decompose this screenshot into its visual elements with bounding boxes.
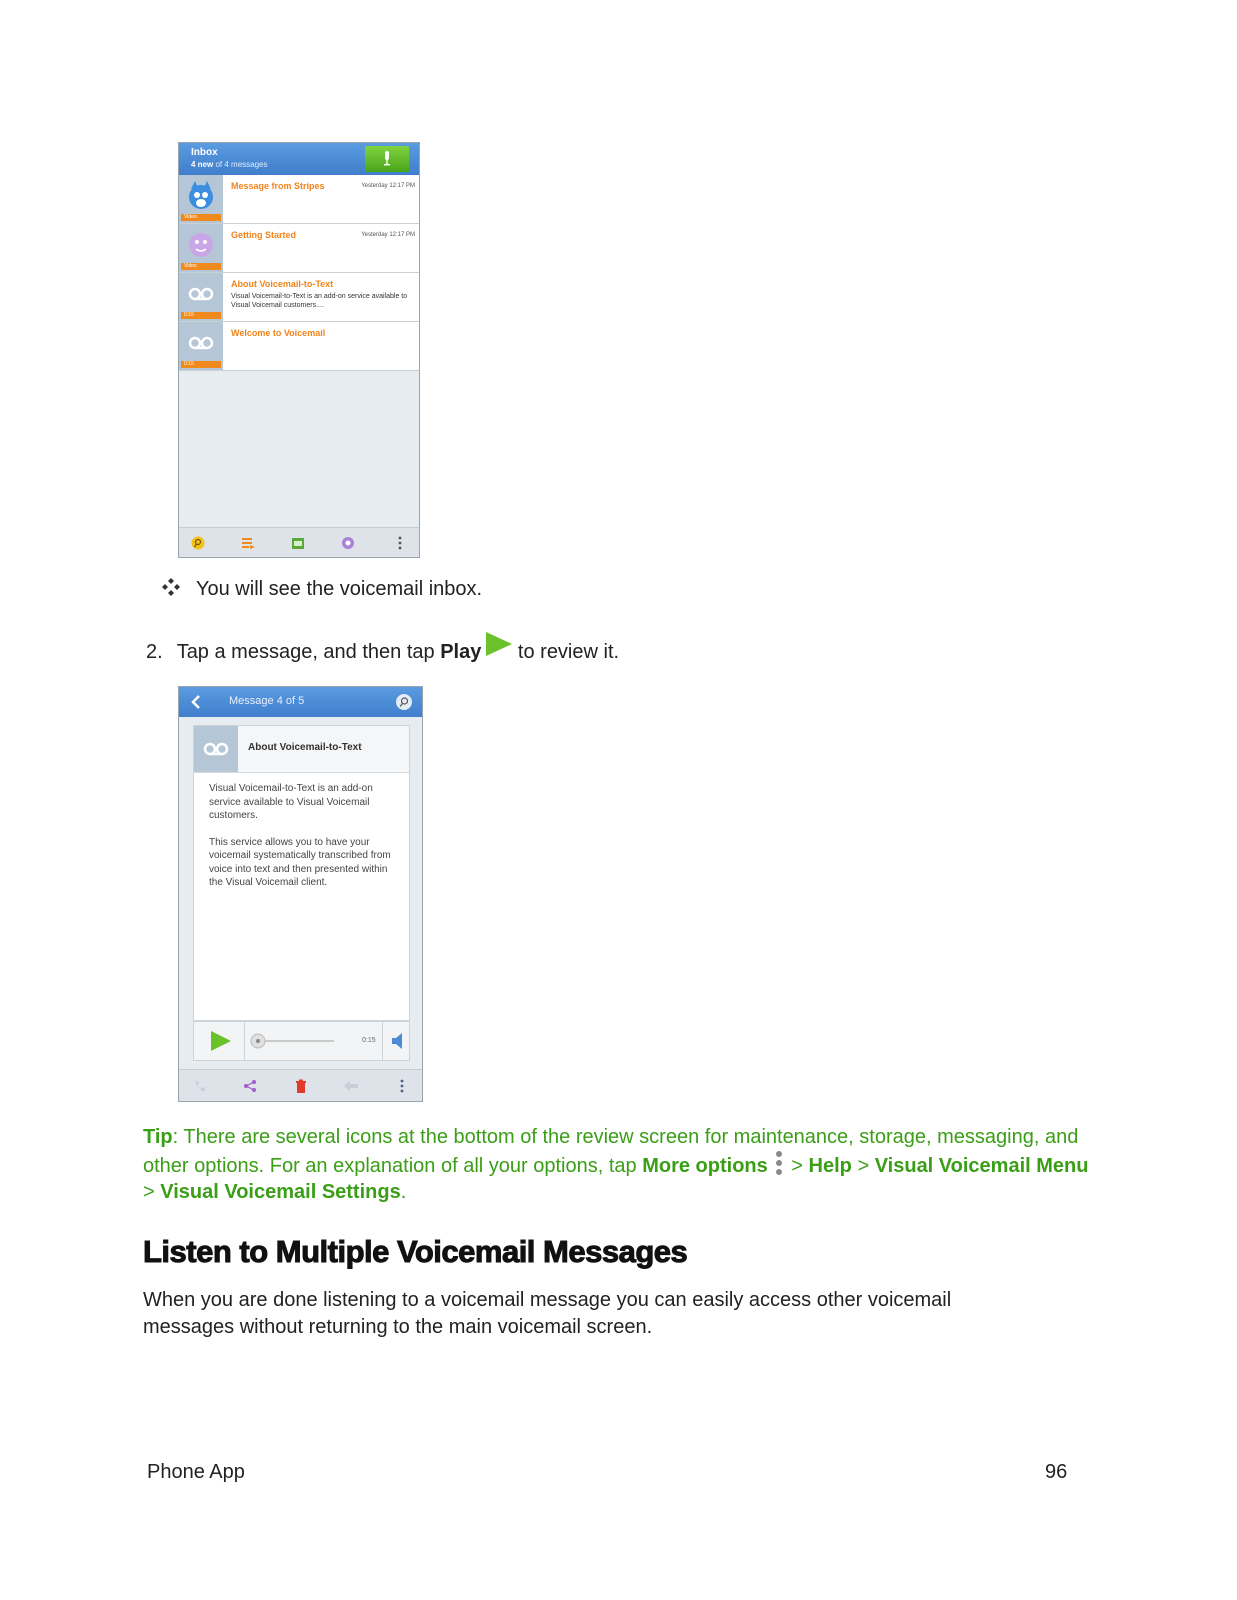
more-options-icon[interactable] bbox=[395, 1079, 409, 1093]
compose-icon[interactable] bbox=[241, 536, 255, 550]
tip-note bbox=[143, 1124, 1103, 1205]
inbox-toolbar bbox=[179, 527, 419, 558]
message-time: Yesterday 12:17 PM bbox=[361, 183, 415, 189]
divider bbox=[244, 1022, 245, 1060]
message-title: Message from Stripes bbox=[231, 181, 325, 191]
message-header bbox=[179, 687, 422, 717]
more-options-label: More options bbox=[642, 1155, 768, 1177]
search-icon[interactable] bbox=[395, 693, 413, 711]
list-item[interactable] bbox=[179, 224, 419, 273]
inbox-screenshot bbox=[178, 142, 420, 558]
play-label: Play bbox=[440, 641, 482, 663]
list-item[interactable] bbox=[179, 175, 419, 224]
audio-player bbox=[193, 1021, 410, 1061]
diamond-bullet-icon bbox=[160, 578, 182, 600]
cat-avatar-icon bbox=[187, 181, 215, 211]
message-counter: Message 4 of 5 bbox=[229, 695, 305, 707]
save-icon[interactable] bbox=[291, 536, 305, 550]
settings-icon[interactable] bbox=[341, 536, 355, 550]
search-icon[interactable] bbox=[191, 536, 205, 550]
message-title: Welcome to Voicemail bbox=[231, 328, 326, 338]
video-tag: Video bbox=[181, 263, 221, 270]
share-icon[interactable] bbox=[243, 1079, 257, 1093]
help-label: Help bbox=[808, 1155, 852, 1177]
bullet-text: You will see the voicemail inbox. bbox=[196, 578, 483, 600]
transcript-paragraph: Visual Voicemail-to-Text is an add-on service available to Visual Voicemail customers. bbox=[209, 783, 373, 821]
message-title: Getting Started bbox=[231, 230, 297, 240]
message-screenshot bbox=[178, 686, 423, 1102]
reply-icon[interactable] bbox=[344, 1079, 358, 1093]
message-snippet: Visual Voicemail-to-Text is an add-on service available to Visual Voicemail customers.... bbox=[231, 293, 408, 309]
more-options-icon bbox=[772, 1150, 786, 1176]
delete-icon[interactable] bbox=[294, 1079, 308, 1093]
duration-tag: 0:15 bbox=[181, 312, 221, 319]
divider bbox=[382, 1022, 383, 1060]
voicemail-avatar bbox=[194, 726, 238, 772]
message-card-header bbox=[194, 726, 409, 773]
record-button[interactable] bbox=[365, 146, 409, 172]
voicemail-icon bbox=[187, 279, 215, 309]
page-number: 96 bbox=[1045, 1461, 1068, 1483]
play-icon[interactable] bbox=[210, 1030, 232, 1052]
voicemail-icon bbox=[202, 739, 230, 759]
voicemail-avatar bbox=[179, 273, 223, 321]
duration-label: 0:15 bbox=[362, 1037, 376, 1044]
step-item bbox=[146, 632, 619, 664]
call-icon[interactable] bbox=[193, 1079, 207, 1093]
inbox-subtitle: 4 new of 4 messages bbox=[191, 160, 268, 169]
smiley-avatar-icon bbox=[187, 230, 215, 260]
list-item[interactable] bbox=[179, 273, 419, 322]
inbox-title: Inbox bbox=[191, 147, 218, 158]
step-text: Tap a message, and then tap bbox=[176, 641, 441, 663]
tip-text: : There are several icons at the bottom of the review screen for maintenance, storage, messaging, and other options. For an explanation of all your options, tap bbox=[143, 1126, 1079, 1177]
contact-avatar bbox=[179, 175, 223, 223]
message-toolbar bbox=[179, 1069, 422, 1102]
bullet-item bbox=[160, 578, 482, 601]
separator: > bbox=[143, 1181, 161, 1203]
message-card bbox=[193, 725, 410, 1021]
list-item[interactable] bbox=[179, 322, 419, 371]
message-title: About Voicemail-to-Text bbox=[248, 742, 362, 753]
period: . bbox=[400, 1181, 407, 1203]
section-heading: Listen to Multiple Voicemail Messages bbox=[143, 1234, 688, 1269]
message-title: About Voicemail-to-Text bbox=[231, 279, 334, 289]
contact-avatar bbox=[179, 224, 223, 272]
inbox-header bbox=[179, 143, 419, 175]
duration-tag: 0:15 bbox=[181, 361, 221, 368]
separator: > bbox=[785, 1155, 809, 1177]
playback-slider[interactable] bbox=[250, 1033, 340, 1049]
section-paragraph: When you are done listening to a voicemail message you can easily access other voicemail messages without returning to the main voicemail screen. bbox=[143, 1289, 952, 1338]
video-tag: Video bbox=[181, 214, 221, 221]
back-icon[interactable] bbox=[191, 695, 201, 709]
step-text-end: to review it. bbox=[512, 641, 620, 663]
transcript-paragraph: This service allows you to have your voicemail systematically transcribed from voice into text and then presented within the Visual Voicemail client. bbox=[209, 836, 391, 888]
transcript bbox=[209, 782, 399, 903]
more-options-icon[interactable] bbox=[393, 536, 407, 550]
tip-label: Tip bbox=[143, 1126, 173, 1148]
microphone-icon bbox=[381, 151, 393, 167]
footer-section: Phone App bbox=[147, 1461, 245, 1483]
voicemail-avatar bbox=[179, 322, 223, 370]
settings-label: Visual Voicemail Settings bbox=[160, 1181, 401, 1203]
message-time: Yesterday 12:17 PM bbox=[361, 232, 415, 238]
separator: > bbox=[851, 1155, 875, 1177]
speaker-icon[interactable] bbox=[392, 1033, 404, 1049]
menu-label: Visual Voicemail Menu bbox=[874, 1155, 1089, 1177]
step-number: 2. bbox=[146, 641, 163, 663]
play-icon bbox=[484, 632, 512, 660]
voicemail-icon bbox=[187, 328, 215, 358]
